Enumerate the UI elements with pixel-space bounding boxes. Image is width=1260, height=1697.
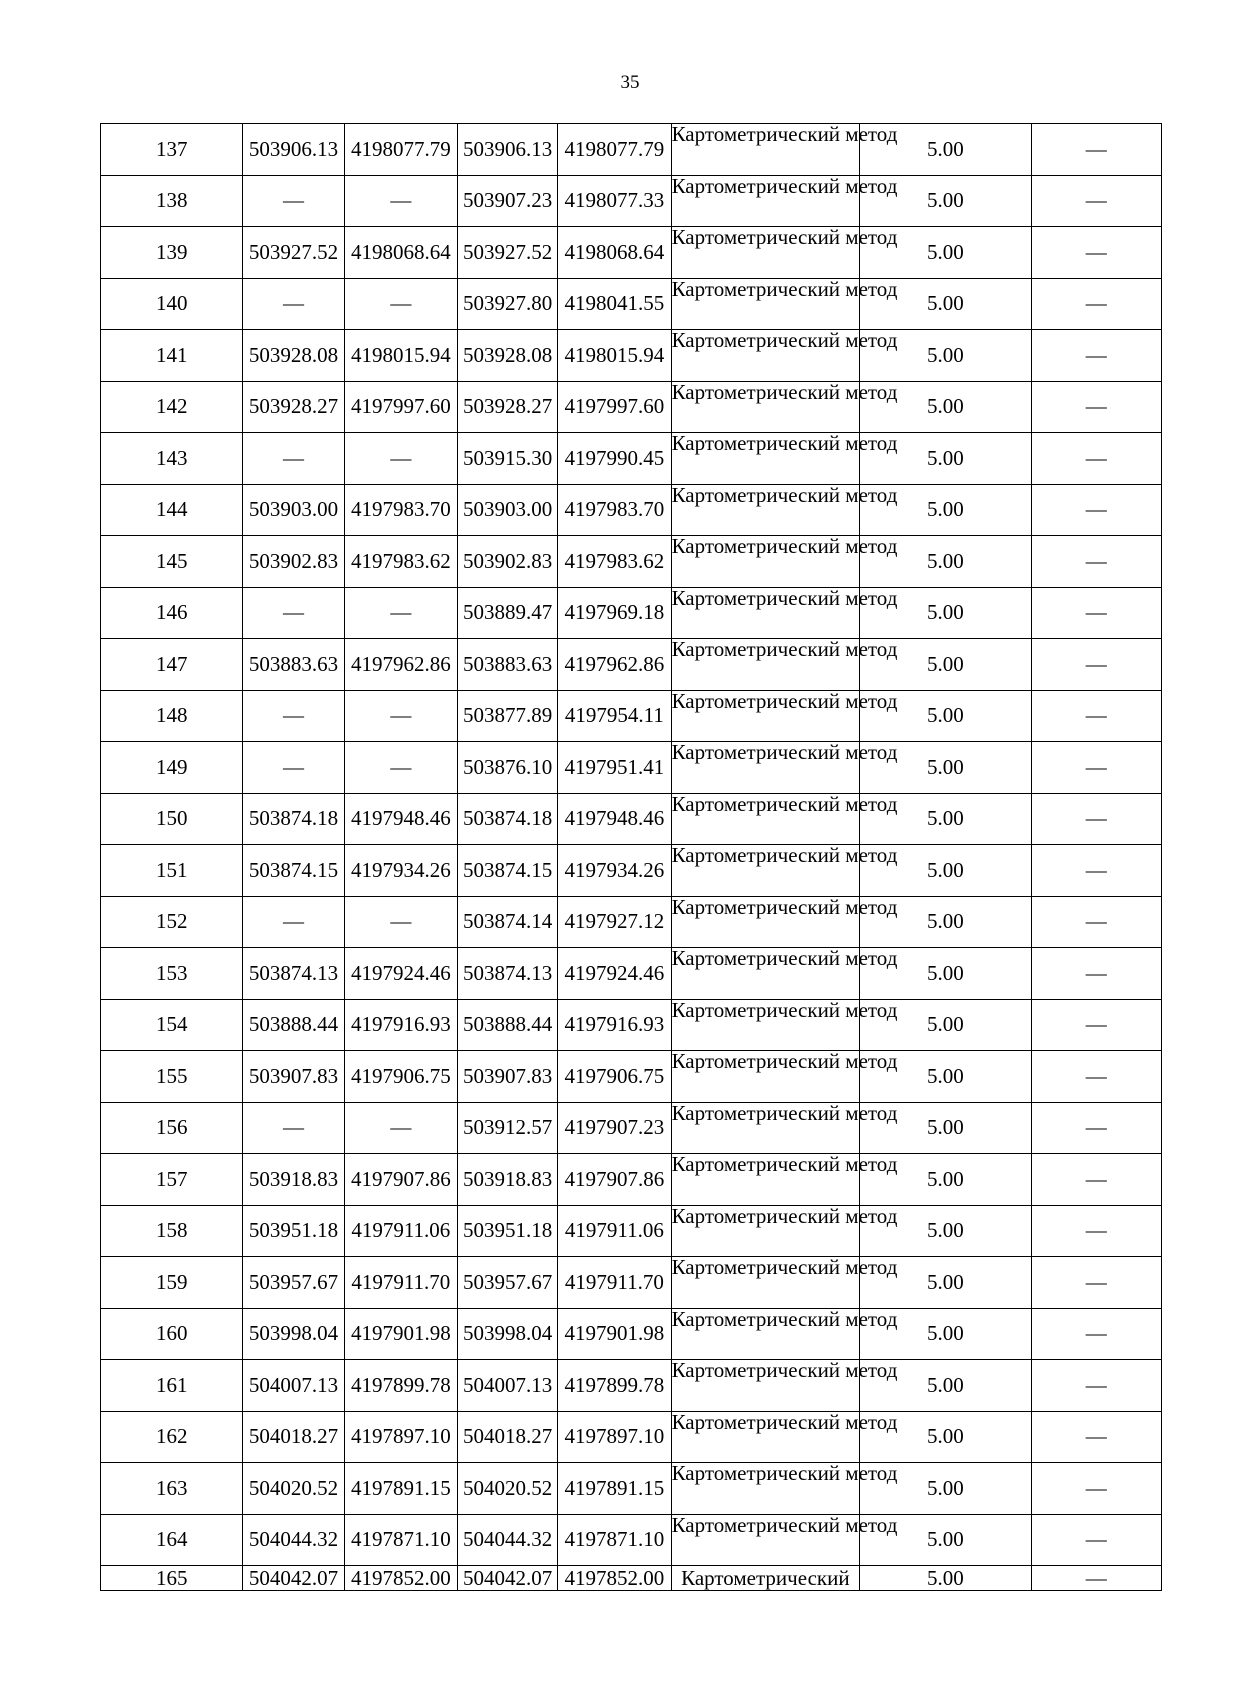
table-row: [101, 896, 1162, 948]
point-number-cell: 161: [101, 1360, 243, 1412]
new-y-cell: 4197990.45: [558, 433, 671, 485]
table-row: [101, 1051, 1162, 1103]
table-row: [101, 690, 1162, 742]
method-cell: Картометрический: [671, 1566, 860, 1591]
description-cell: —: [1031, 536, 1161, 588]
description-cell: —: [1031, 484, 1161, 536]
description-cell: —: [1031, 1154, 1161, 1206]
description-cell: —: [1031, 1257, 1161, 1309]
accuracy-cell: 5.00: [860, 999, 1031, 1051]
method-cell: Картометрический метод: [671, 1154, 860, 1206]
table-row: [101, 639, 1162, 691]
new-x-cell: 503874.15: [457, 845, 557, 897]
accuracy-cell: 5.00: [860, 175, 1031, 227]
new-x-cell: 503876.10: [457, 742, 557, 794]
old-y-cell: —: [344, 175, 457, 227]
description-cell: —: [1031, 845, 1161, 897]
point-number-cell: 147: [101, 639, 243, 691]
old-x-cell: 503906.13: [243, 124, 344, 176]
new-x-cell: 503874.18: [457, 793, 557, 845]
new-x-cell: 503951.18: [457, 1205, 557, 1257]
method-cell: Картометрический метод: [671, 1257, 860, 1309]
old-x-cell: 503888.44: [243, 999, 344, 1051]
table-row: [101, 1411, 1162, 1463]
accuracy-cell: 5.00: [860, 1463, 1031, 1515]
new-y-cell: 4198068.64: [558, 227, 671, 279]
description-cell: —: [1031, 1205, 1161, 1257]
accuracy-cell: 5.00: [860, 1514, 1031, 1566]
new-x-cell: 503928.27: [457, 381, 557, 433]
old-y-cell: 4197906.75: [344, 1051, 457, 1103]
description-cell: —: [1031, 1463, 1161, 1515]
accuracy-cell: 5.00: [860, 381, 1031, 433]
method-cell: Картометрический метод: [671, 433, 860, 485]
old-x-cell: 504044.32: [243, 1514, 344, 1566]
method-cell: Картометрический метод: [671, 1308, 860, 1360]
new-y-cell: 4197997.60: [558, 381, 671, 433]
old-x-cell: 503951.18: [243, 1205, 344, 1257]
point-number-cell: 148: [101, 690, 243, 742]
new-y-cell: 4197911.70: [558, 1257, 671, 1309]
accuracy-cell: 5.00: [860, 948, 1031, 1000]
description-cell: —: [1031, 175, 1161, 227]
accuracy-cell: 5.00: [860, 1102, 1031, 1154]
old-y-cell: —: [344, 587, 457, 639]
old-x-cell: 503927.52: [243, 227, 344, 279]
method-cell: Картометрический метод: [671, 330, 860, 382]
new-y-cell: 4197911.06: [558, 1205, 671, 1257]
old-y-cell: 4197901.98: [344, 1308, 457, 1360]
new-x-cell: 504007.13: [457, 1360, 557, 1412]
point-number-cell: 139: [101, 227, 243, 279]
new-y-cell: 4197907.23: [558, 1102, 671, 1154]
description-cell: —: [1031, 330, 1161, 382]
point-number-cell: 159: [101, 1257, 243, 1309]
method-cell: Картометрический метод: [671, 1514, 860, 1566]
table-row: [101, 1205, 1162, 1257]
accuracy-cell: 5.00: [860, 1308, 1031, 1360]
old-y-cell: 4197997.60: [344, 381, 457, 433]
new-x-cell: 504044.32: [457, 1514, 557, 1566]
new-x-cell: 504020.52: [457, 1463, 557, 1515]
table-row: [101, 381, 1162, 433]
accuracy-cell: 5.00: [860, 278, 1031, 330]
new-y-cell: 4198041.55: [558, 278, 671, 330]
table-row: [101, 227, 1162, 279]
new-x-cell: 503906.13: [457, 124, 557, 176]
new-y-cell: 4197907.86: [558, 1154, 671, 1206]
method-cell: Картометрический метод: [671, 999, 860, 1051]
accuracy-cell: 5.00: [860, 433, 1031, 485]
new-y-cell: 4197871.10: [558, 1514, 671, 1566]
table-body: [101, 124, 1162, 1591]
description-cell: —: [1031, 1051, 1161, 1103]
old-y-cell: —: [344, 433, 457, 485]
new-x-cell: 503903.00: [457, 484, 557, 536]
description-cell: —: [1031, 793, 1161, 845]
description-cell: —: [1031, 742, 1161, 794]
new-x-cell: 503877.89: [457, 690, 557, 742]
description-cell: —: [1031, 587, 1161, 639]
method-cell: Картометрический метод: [671, 1463, 860, 1515]
new-x-cell: 503928.08: [457, 330, 557, 382]
description-cell: —: [1031, 999, 1161, 1051]
old-y-cell: 4197907.86: [344, 1154, 457, 1206]
accuracy-cell: 5.00: [860, 793, 1031, 845]
new-y-cell: 4197924.46: [558, 948, 671, 1000]
accuracy-cell: 5.00: [860, 1154, 1031, 1206]
new-x-cell: 503883.63: [457, 639, 557, 691]
new-y-cell: 4197934.26: [558, 845, 671, 897]
new-y-cell: 4198015.94: [558, 330, 671, 382]
method-cell: Картометрический метод: [671, 1205, 860, 1257]
description-cell: —: [1031, 1308, 1161, 1360]
description-cell: —: [1031, 381, 1161, 433]
old-y-cell: 4197897.10: [344, 1411, 457, 1463]
point-number-cell: 156: [101, 1102, 243, 1154]
point-number-cell: 143: [101, 433, 243, 485]
old-y-cell: 4198068.64: [344, 227, 457, 279]
point-number-cell: 145: [101, 536, 243, 588]
old-y-cell: —: [344, 896, 457, 948]
description-cell: —: [1031, 278, 1161, 330]
point-number-cell: 158: [101, 1205, 243, 1257]
method-cell: Картометрический метод: [671, 484, 860, 536]
new-x-cell: 503918.83: [457, 1154, 557, 1206]
old-y-cell: —: [344, 690, 457, 742]
table-row: [101, 1257, 1162, 1309]
point-number-cell: 162: [101, 1411, 243, 1463]
accuracy-cell: 5.00: [860, 1205, 1031, 1257]
old-y-cell: 4198015.94: [344, 330, 457, 382]
old-x-cell: —: [243, 742, 344, 794]
new-y-cell: 4197983.70: [558, 484, 671, 536]
table-row: [101, 1154, 1162, 1206]
new-y-cell: 4197901.98: [558, 1308, 671, 1360]
accuracy-cell: 5.00: [860, 1257, 1031, 1309]
old-y-cell: 4197916.93: [344, 999, 457, 1051]
new-y-cell: 4197916.93: [558, 999, 671, 1051]
old-y-cell: 4197924.46: [344, 948, 457, 1000]
old-x-cell: 503957.67: [243, 1257, 344, 1309]
table-row: [101, 124, 1162, 176]
new-x-cell: 503912.57: [457, 1102, 557, 1154]
old-x-cell: 503874.13: [243, 948, 344, 1000]
old-x-cell: 503928.08: [243, 330, 344, 382]
description-cell: —: [1031, 896, 1161, 948]
method-cell: Картометрический метод: [671, 227, 860, 279]
new-y-cell: 4197962.86: [558, 639, 671, 691]
point-number-cell: 163: [101, 1463, 243, 1515]
new-y-cell: 4197954.11: [558, 690, 671, 742]
table-row: [101, 845, 1162, 897]
new-x-cell: 503907.23: [457, 175, 557, 227]
old-y-cell: 4198077.79: [344, 124, 457, 176]
table-row: [101, 1463, 1162, 1515]
accuracy-cell: 5.00: [860, 124, 1031, 176]
point-number-cell: 157: [101, 1154, 243, 1206]
coordinates-table: [100, 123, 1162, 1591]
old-x-cell: 504042.07: [243, 1566, 344, 1591]
method-cell: Картометрический метод: [671, 948, 860, 1000]
new-x-cell: 503888.44: [457, 999, 557, 1051]
new-x-cell: 504042.07: [457, 1566, 557, 1591]
old-y-cell: —: [344, 742, 457, 794]
old-x-cell: 503903.00: [243, 484, 344, 536]
old-x-cell: 503918.83: [243, 1154, 344, 1206]
method-cell: Картометрический метод: [671, 742, 860, 794]
accuracy-cell: 5.00: [860, 896, 1031, 948]
old-x-cell: 503998.04: [243, 1308, 344, 1360]
old-x-cell: 504018.27: [243, 1411, 344, 1463]
old-y-cell: 4197934.26: [344, 845, 457, 897]
old-x-cell: 504007.13: [243, 1360, 344, 1412]
new-x-cell: 503957.67: [457, 1257, 557, 1309]
new-x-cell: 503874.14: [457, 896, 557, 948]
table-row: [101, 1360, 1162, 1412]
accuracy-cell: 5.00: [860, 227, 1031, 279]
table-row: [101, 175, 1162, 227]
table-row: [101, 742, 1162, 794]
point-number-cell: 153: [101, 948, 243, 1000]
table-row: [101, 948, 1162, 1000]
new-x-cell: 503889.47: [457, 587, 557, 639]
method-cell: Картометрический метод: [671, 1051, 860, 1103]
old-x-cell: —: [243, 1102, 344, 1154]
method-cell: Картометрический метод: [671, 639, 860, 691]
table-row: [101, 433, 1162, 485]
accuracy-cell: 5.00: [860, 639, 1031, 691]
old-x-cell: 503874.18: [243, 793, 344, 845]
description-cell: —: [1031, 690, 1161, 742]
page-number: 35: [620, 72, 640, 93]
old-y-cell: 4197983.62: [344, 536, 457, 588]
old-x-cell: —: [243, 433, 344, 485]
description-cell: —: [1031, 124, 1161, 176]
old-y-cell: —: [344, 1102, 457, 1154]
table-row: [101, 1308, 1162, 1360]
description-cell: —: [1031, 948, 1161, 1000]
point-number-cell: 140: [101, 278, 243, 330]
new-x-cell: 503907.83: [457, 1051, 557, 1103]
old-y-cell: 4197911.06: [344, 1205, 457, 1257]
table-row: [101, 278, 1162, 330]
description-cell: —: [1031, 1514, 1161, 1566]
method-cell: Картометрический метод: [671, 1360, 860, 1412]
new-y-cell: 4197891.15: [558, 1463, 671, 1515]
point-number-cell: 142: [101, 381, 243, 433]
accuracy-cell: 5.00: [860, 1566, 1031, 1591]
point-number-cell: 165: [101, 1566, 243, 1591]
point-number-cell: 141: [101, 330, 243, 382]
old-x-cell: 503902.83: [243, 536, 344, 588]
new-x-cell: 504018.27: [457, 1411, 557, 1463]
old-y-cell: 4197852.00: [344, 1566, 457, 1591]
method-cell: Картометрический метод: [671, 587, 860, 639]
accuracy-cell: 5.00: [860, 330, 1031, 382]
new-x-cell: 503927.80: [457, 278, 557, 330]
method-cell: Картометрический метод: [671, 175, 860, 227]
old-x-cell: 503907.83: [243, 1051, 344, 1103]
old-x-cell: 503928.27: [243, 381, 344, 433]
old-y-cell: 4197899.78: [344, 1360, 457, 1412]
description-cell: —: [1031, 1566, 1161, 1591]
old-y-cell: 4197948.46: [344, 793, 457, 845]
old-x-cell: —: [243, 690, 344, 742]
method-cell: Картометрический метод: [671, 1411, 860, 1463]
old-y-cell: —: [344, 278, 457, 330]
old-x-cell: —: [243, 175, 344, 227]
old-x-cell: —: [243, 896, 344, 948]
new-y-cell: 4197951.41: [558, 742, 671, 794]
old-x-cell: 503883.63: [243, 639, 344, 691]
accuracy-cell: 5.00: [860, 690, 1031, 742]
old-x-cell: —: [243, 587, 344, 639]
method-cell: Картометрический метод: [671, 536, 860, 588]
point-number-cell: 160: [101, 1308, 243, 1360]
new-y-cell: 4197897.10: [558, 1411, 671, 1463]
new-x-cell: 503915.30: [457, 433, 557, 485]
description-cell: —: [1031, 227, 1161, 279]
description-cell: —: [1031, 1411, 1161, 1463]
old-y-cell: 4197871.10: [344, 1514, 457, 1566]
accuracy-cell: 5.00: [860, 484, 1031, 536]
point-number-cell: 144: [101, 484, 243, 536]
table-row: [101, 1566, 1162, 1591]
new-y-cell: 4197983.62: [558, 536, 671, 588]
point-number-cell: 146: [101, 587, 243, 639]
point-number-cell: 164: [101, 1514, 243, 1566]
table-row: [101, 999, 1162, 1051]
table-row: [101, 1514, 1162, 1566]
method-cell: Картометрический метод: [671, 793, 860, 845]
description-cell: —: [1031, 1360, 1161, 1412]
new-x-cell: 503874.13: [457, 948, 557, 1000]
old-x-cell: 503874.15: [243, 845, 344, 897]
table-row: [101, 330, 1162, 382]
description-cell: —: [1031, 1102, 1161, 1154]
old-x-cell: —: [243, 278, 344, 330]
new-y-cell: 4197899.78: [558, 1360, 671, 1412]
new-x-cell: 503927.52: [457, 227, 557, 279]
new-y-cell: 4197948.46: [558, 793, 671, 845]
method-cell: Картометрический метод: [671, 1102, 860, 1154]
new-y-cell: 4198077.33: [558, 175, 671, 227]
new-y-cell: 4197927.12: [558, 896, 671, 948]
method-cell: Картометрический метод: [671, 845, 860, 897]
new-x-cell: 503998.04: [457, 1308, 557, 1360]
point-number-cell: 150: [101, 793, 243, 845]
new-y-cell: 4197852.00: [558, 1566, 671, 1591]
method-cell: Картометрический метод: [671, 690, 860, 742]
old-x-cell: 504020.52: [243, 1463, 344, 1515]
description-cell: —: [1031, 639, 1161, 691]
point-number-cell: 152: [101, 896, 243, 948]
description-cell: —: [1031, 433, 1161, 485]
point-number-cell: 155: [101, 1051, 243, 1103]
point-number-cell: 154: [101, 999, 243, 1051]
accuracy-cell: 5.00: [860, 587, 1031, 639]
table-row: [101, 484, 1162, 536]
point-number-cell: 137: [101, 124, 243, 176]
point-number-cell: 138: [101, 175, 243, 227]
old-y-cell: 4197891.15: [344, 1463, 457, 1515]
accuracy-cell: 5.00: [860, 742, 1031, 794]
table-row: [101, 536, 1162, 588]
new-y-cell: 4198077.79: [558, 124, 671, 176]
method-cell: Картометрический метод: [671, 896, 860, 948]
table-row: [101, 1102, 1162, 1154]
accuracy-cell: 5.00: [860, 536, 1031, 588]
accuracy-cell: 5.00: [860, 1051, 1031, 1103]
point-number-cell: 149: [101, 742, 243, 794]
method-cell: Картометрический метод: [671, 381, 860, 433]
accuracy-cell: 5.00: [860, 1360, 1031, 1412]
table-row: [101, 793, 1162, 845]
old-y-cell: 4197983.70: [344, 484, 457, 536]
new-y-cell: 4197969.18: [558, 587, 671, 639]
new-y-cell: 4197906.75: [558, 1051, 671, 1103]
new-x-cell: 503902.83: [457, 536, 557, 588]
method-cell: Картометрический метод: [671, 278, 860, 330]
table-row: [101, 587, 1162, 639]
accuracy-cell: 5.00: [860, 1411, 1031, 1463]
accuracy-cell: 5.00: [860, 845, 1031, 897]
point-number-cell: 151: [101, 845, 243, 897]
old-y-cell: 4197962.86: [344, 639, 457, 691]
method-cell: Картометрический метод: [671, 124, 860, 176]
old-y-cell: 4197911.70: [344, 1257, 457, 1309]
